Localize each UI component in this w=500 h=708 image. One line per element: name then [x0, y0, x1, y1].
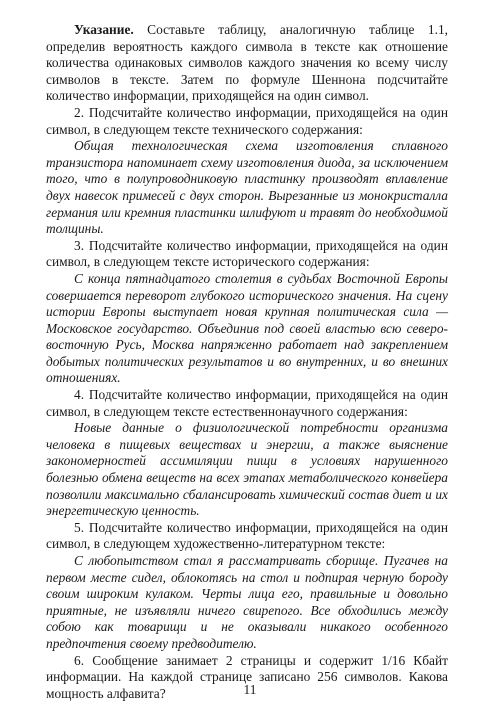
- task-3-text: С конца пятнадцатого столетия в судьбах Восточной Европы совершается переворот глубокого исторического значения. На сцену истории Европы выступает новая крупная политическая сила — Московское государство. Объединив под своей властью всю северо-восточную Русь, Москва напряженно работает над закреплением добытых политических результатов и во внутренних, и во внешних отношениях.: [46, 270, 448, 386]
- task-5-prompt: 5. Подсчитайте количество информации, приходящейся на один символ, в следующем художественно-литературном тексте:: [46, 519, 448, 552]
- task-2-text: Общая технологическая схема изготовления сплавного транзистора напоминает схему изготовления диода, за исключением того, что в полупроводниковую пластинку производят вплавление двух навесок примесей с двух сторон. Вырезанные из монокристалла германия или кремния пластинки шлифуют и травят до необходимой толщины.: [46, 138, 448, 237]
- intro-text: Составьте таблицу, аналогичную таблице 1.1, определив вероятность каждого символа в тексте как отношение количества одинаковых символов каждого значения ко всему числу символов в тексте. Затем по формуле Шеннона подсчитайте количество информации, приходящейся на один символ.: [46, 22, 448, 104]
- task-3-prompt: 3. Подсчитайте количество информации, приходящейся на один символ, в следующем тексте исторического содержания:: [46, 237, 448, 270]
- task-4-prompt: 4. Подсчитайте количество информации, приходящейся на один символ, в следующем тексте естественнонаучного содержания:: [46, 387, 448, 419]
- intro-label: Указание.: [74, 22, 134, 37]
- task-2-prompt: 2. Подсчитайте количество информации, приходящейся на один символ, в следующем тексте технического содержания:: [46, 104, 448, 137]
- task-5-text: С любопытством стал я рассматривать сборище. Пугачев на первом месте сидел, облокотясь на стол и подпирая черную бороду своим широким кулаком. Черты лица его, правильные и довольно приятные, не изъявляли ничего свирепого. Все обходились между собою как товарищи и не оказывали никакого особенного предпочтения своему предводителю.: [46, 553, 448, 651]
- intro-paragraph: [46, 22, 448, 105]
- page-number: 11: [243, 682, 257, 697]
- task-4-text: Новые данные о физиологической потребности организма человека в пищевых веществах и энергии, а также выяснение закономерностей ассимиляции пищи в условиях нарушенного болезнью обмена веществ на всех этапах метаболического конвейера позволили максимально сбалансировать химический состав диет и их энергетическую ценность.: [46, 420, 448, 519]
- task-6-text: 6. Сообщение занимает 2 страницы и содержит 1/16 Кбайт информации. На каждой странице записано 256 символов. Какова мощность алфавита?: [46, 652, 448, 701]
- page-body: [46, 22, 448, 702]
